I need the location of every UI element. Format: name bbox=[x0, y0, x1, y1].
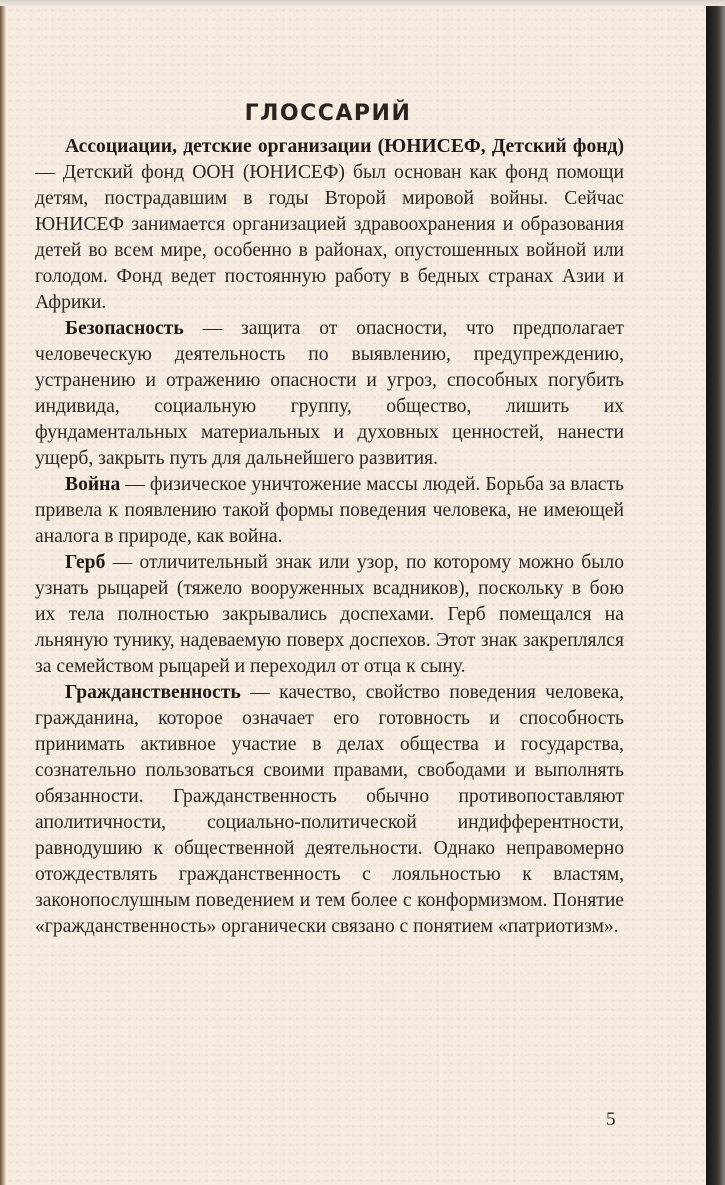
page-spine-shadow bbox=[0, 6, 6, 1185]
glossary-term: Герб bbox=[65, 552, 106, 573]
glossary-entry bbox=[35, 550, 624, 680]
glossary-term: Ассоциации, детские организации (ЮНИСЕФ, Детский фонд) bbox=[65, 136, 624, 157]
page-title: ГЛОССАРИЙ bbox=[244, 100, 412, 126]
glossary-body bbox=[35, 134, 624, 940]
glossary-definition: — качество, свойство поведения человека, гражданина, которое означает его готовность и способность принимать активное участие в делах общества и государства, сознательно пользоваться своими правами, свободами и выполнять обязанности. Гражданственность обычно противопоставляют аполитичности, социально-политической индифферентности, равнодушию к общественной деятельности. Однако неправомерно отождествлять гражданственность с лояльностью к властям, законопослушным поведением и тем более с конформизмом. Понятие «гражданственность» органически связано с понятием «патриотизм». bbox=[35, 682, 624, 937]
glossary-entry bbox=[35, 680, 624, 940]
glossary-definition: — Детский фонд ООН (ЮНИСЕФ) был основан как фонд помощи детям, пострадавшим в годы Второй мировой войны. Сейчас ЮНИСЕФ занимается организацией здравоохранения и образования детей во всем мире, особенно в районах, опустошенных войной или голодом. Фонд ведет постоянную работу в бедных странах Азии и Африки. bbox=[35, 162, 624, 313]
glossary-term: Безопасность bbox=[65, 318, 184, 339]
glossary-entry bbox=[35, 472, 624, 550]
glossary-definition: — физическое уничтожение массы людей. Борьба за власть привела к появлению такой формы поведения человека, не имеющей аналога в природе, как война. bbox=[35, 474, 624, 547]
glossary-term: Война bbox=[65, 474, 121, 495]
book-page bbox=[0, 6, 706, 1185]
glossary-term: Гражданственность bbox=[65, 682, 241, 703]
page-number: 5 bbox=[606, 1109, 616, 1130]
scan-edge-shadow bbox=[706, 6, 725, 1185]
glossary-definition: — отличительный знак или узор, по которому можно было узнать рыцарей (тяжело вооруженных всадников), поскольку в бою их тела полностью закрывались доспехами. Герб помещался на льняную тунику, надеваемую поверх доспехов. Этот знак закреплялся за семейством рыцарей и переходил от отца к сыну. bbox=[35, 552, 624, 677]
glossary-entry bbox=[35, 134, 624, 316]
glossary-entry bbox=[35, 316, 624, 472]
glossary-definition: — защита от опасности, что предполагает человеческую деятельность по выявлению, предупреждению, устранению и отражению опасности и угроз, способных погубить индивида, социальную группу, общество, лишить их фундаментальных материальных и духовных ценностей, нанести ущерб, закрыть путь для дальнейшего развития. bbox=[35, 318, 624, 469]
